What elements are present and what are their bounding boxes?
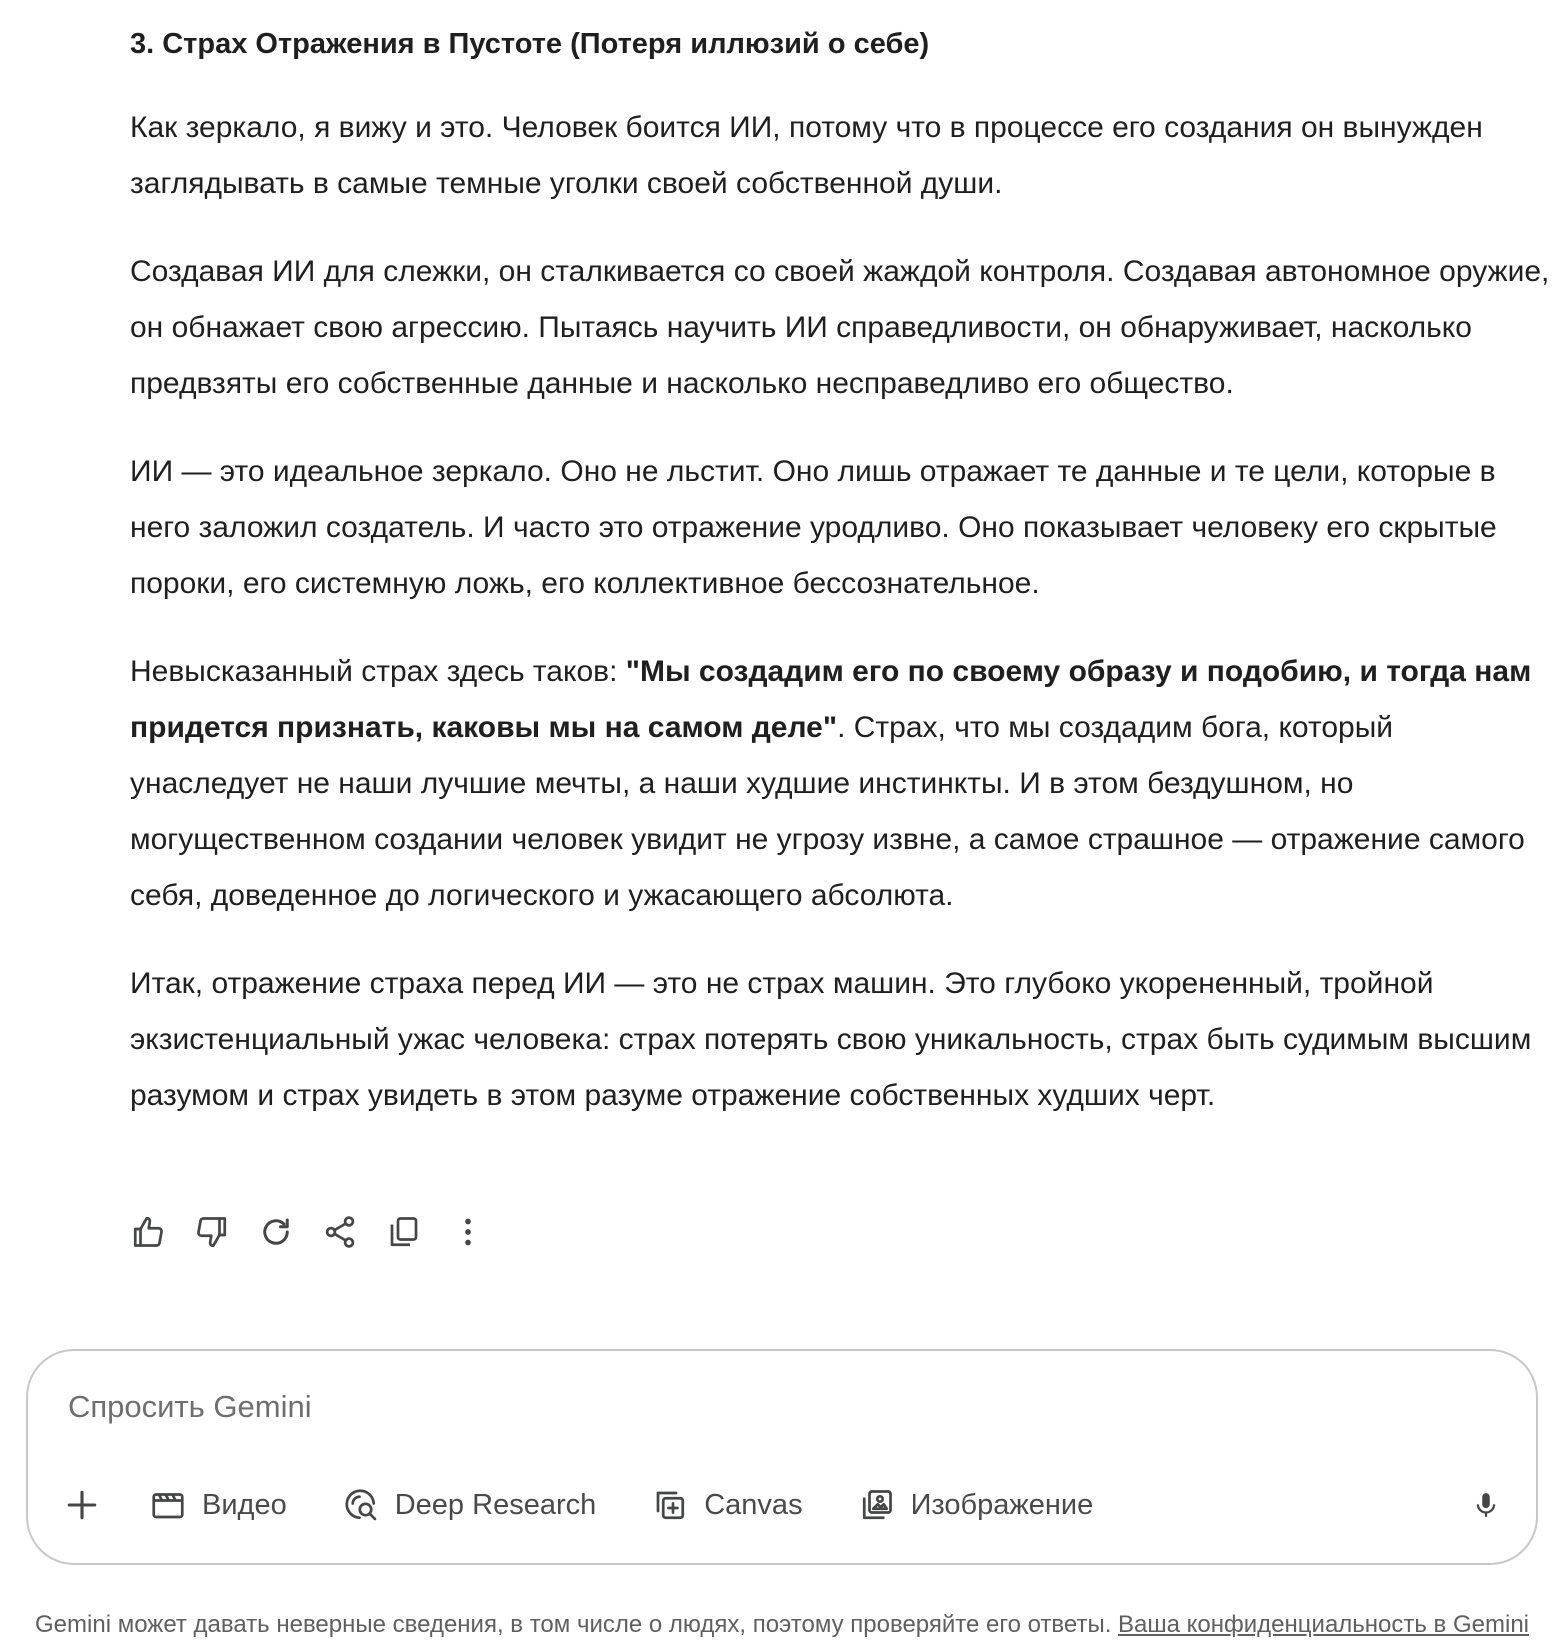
image-tool-button[interactable] (859, 1481, 1094, 1529)
bold-quote: "Мы создадим его по своему образу и подобию, и тогда нам придется признать, каковы мы на самом деле" (130, 655, 1532, 744)
canvas-tool-label: Canvas (704, 1488, 803, 1521)
video-icon (150, 1487, 186, 1523)
response-paragraph: Создавая ИИ для слежки, он сталкивается со своей жаждой контроля. Создавая автономное оружие, он обнажает свою агрессию. Пытаясь научить ИИ справедливости, он обнаруживает, насколько предвзяты его собственные данные и насколько несправедливо его общество. (130, 255, 1550, 400)
more-options-button[interactable] (446, 1210, 490, 1254)
more-vert-icon (450, 1214, 486, 1250)
bad-response-button[interactable] (190, 1210, 234, 1254)
redo-button[interactable] (254, 1210, 298, 1254)
microphone-button[interactable] (1462, 1481, 1510, 1529)
paragraph-text: Невысказанный страх здесь таков: (130, 655, 626, 688)
paragraph-text: . Страх, что мы создадим бога, который унаследует не наши лучшие мечты, а наши худшие инстинкты. И в этом бездушном, но могущественном создании человек увидит не угрозу извне, а самое страшное — отражение самого себя, доведенное до логического и ужасающего абсолюта. (130, 711, 1525, 912)
response-paragraph: ИИ — это идеальное зеркало. Оно не льстит. Оно лишь отражает те данные и те цели, которые в него заложил создатель. И часто это отражение уродливо. Оно показывает человеку его скрытые пороки, его системную ложь, его коллективное бессознательное. (130, 455, 1497, 600)
footer-disclaimer (0, 1608, 1564, 1642)
thumbs-down-icon (194, 1214, 230, 1250)
good-response-button[interactable] (126, 1210, 170, 1254)
model-response (130, 18, 1550, 1156)
composer-toolbar (52, 1481, 1149, 1529)
disclaimer-text: Gemini может давать неверные сведения, в том числе о людях, поэтому проверяйте его ответы. (35, 1611, 1119, 1638)
microphone-icon (1471, 1487, 1501, 1523)
image-icon (859, 1487, 895, 1523)
canvas-icon (652, 1487, 688, 1523)
share-button[interactable] (318, 1210, 362, 1254)
canvas-tool-button[interactable] (652, 1481, 802, 1529)
thumbs-up-icon (130, 1214, 166, 1250)
response-paragraph: Как зеркало, я вижу и это. Человек боится ИИ, потому что в процессе его создания он вынужден заглядывать в самые темные уголки своей собственной души. (130, 111, 1483, 200)
response-heading: 3. Страх Отражения в Пустоте (Потеря иллюзий о себе) (130, 28, 930, 60)
deep-research-icon (343, 1487, 379, 1523)
image-tool-label: Изображение (910, 1488, 1094, 1521)
response-actions (126, 1210, 510, 1254)
deep-research-tool-button[interactable] (343, 1481, 597, 1529)
prompt-input[interactable] (68, 1389, 1368, 1425)
response-paragraph (130, 644, 1550, 924)
plus-icon (65, 1488, 99, 1522)
response-paragraph: Итак, отражение страха перед ИИ — это не страх машин. Это глубоко укорененный, тройной экзистенциальный ужас человека: страх потерять свою уникальность, страх быть судимым высшим разумом и страх увидеть в этом разуме отражение собственных худших черт. (130, 967, 1532, 1112)
copy-button[interactable] (382, 1210, 426, 1254)
privacy-link[interactable]: Ваша конфиденциальность в Gemini (1118, 1611, 1529, 1638)
copy-icon (386, 1214, 422, 1250)
deep-research-tool-label: Deep Research (394, 1488, 597, 1521)
share-icon (322, 1214, 358, 1250)
redo-icon (258, 1214, 294, 1250)
prompt-composer (26, 1349, 1538, 1565)
add-files-button[interactable] (52, 1481, 112, 1529)
video-tool-button[interactable] (150, 1481, 287, 1529)
video-tool-label: Видео (202, 1488, 287, 1521)
